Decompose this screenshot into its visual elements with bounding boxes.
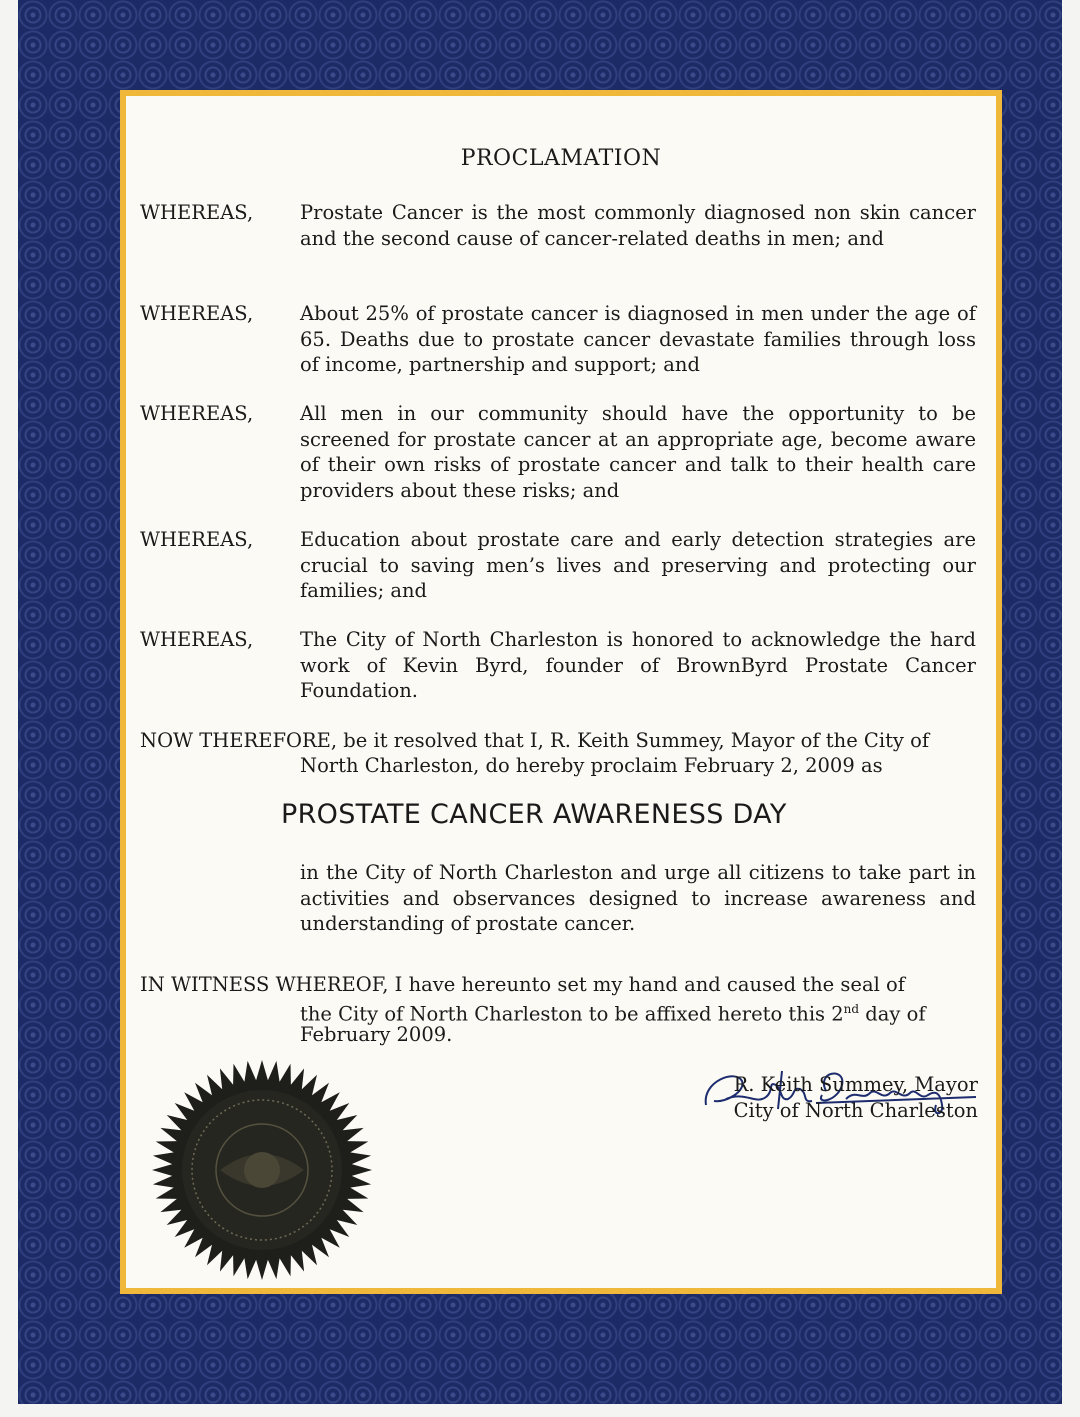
whereas-text: Prostate Cancer is the most commonly diagnosed non skin cancer and the second cause of cancer-related deaths in men; and — [300, 201, 976, 250]
whereas-label: WHEREAS, — [140, 628, 254, 651]
ordinal-suffix: nd — [843, 1002, 860, 1016]
whereas-label: WHEREAS, — [140, 302, 254, 325]
urge-paragraph: in the City of North Charleston and urge all citizens to take part in activities and observances designed to increase awareness and understanding of prostate cancer. — [300, 861, 976, 935]
proclamation-paper — [126, 96, 996, 1288]
signatory-city: City of North Charleston — [733, 1098, 978, 1122]
witness-line-2-end: day of — [859, 1002, 926, 1026]
whereas-text: Education about prostate care and early detection strategies are crucial to saving men’s lives and preserving and protecting our families; and — [300, 528, 976, 602]
witness-clause — [140, 972, 976, 998]
whereas-label: WHEREAS, — [140, 402, 254, 425]
witness-line-2-start: the City of North Charleston to be affixed hereto this 2 — [300, 1002, 844, 1026]
proclamation-document — [126, 96, 996, 1288]
signatory-name-title: R. Keith Summey, Mayor — [733, 1073, 978, 1096]
now-therefore-line-2: North Charleston, do hereby proclaim February 2, 2009 as — [300, 754, 883, 777]
witness-line-3: February 2009. — [300, 1023, 453, 1046]
now-therefore-line-1: NOW THEREFORE, be it resolved that I, R. Keith Summey, Mayor of the City of — [140, 729, 930, 752]
witness-line-1: IN WITNESS WHEREOF, I have hereunto set my hand and caused the seal of — [140, 973, 905, 996]
city-seal-image — [150, 1058, 374, 1282]
signature-block — [734, 1072, 978, 1123]
whereas-label: WHEREAS, — [140, 201, 254, 224]
whereas-text: About 25% of prostate cancer is diagnosed in men under the age of 65. Deaths due to prostate cancer devastate families through loss of income, partnership and support; and — [300, 302, 976, 376]
whereas-text: The City of North Charleston is honored to acknowledge the hard work of Kevin Byrd, founder of BrownByrd Prostate Cancer Foundation. — [300, 628, 976, 702]
document-title: PROCLAMATION — [460, 146, 662, 171]
awareness-day-headline: PROSTATE CANCER AWARENESS DAY — [281, 799, 787, 830]
now-therefore-clause — [140, 728, 976, 754]
whereas-text: All men in our community should have the opportunity to be screened for prostate cancer at an appropriate age, become aware of their own risks of prostate cancer and talk to their health care providers about these risks; and — [300, 402, 976, 502]
whereas-label: WHEREAS, — [140, 528, 254, 551]
